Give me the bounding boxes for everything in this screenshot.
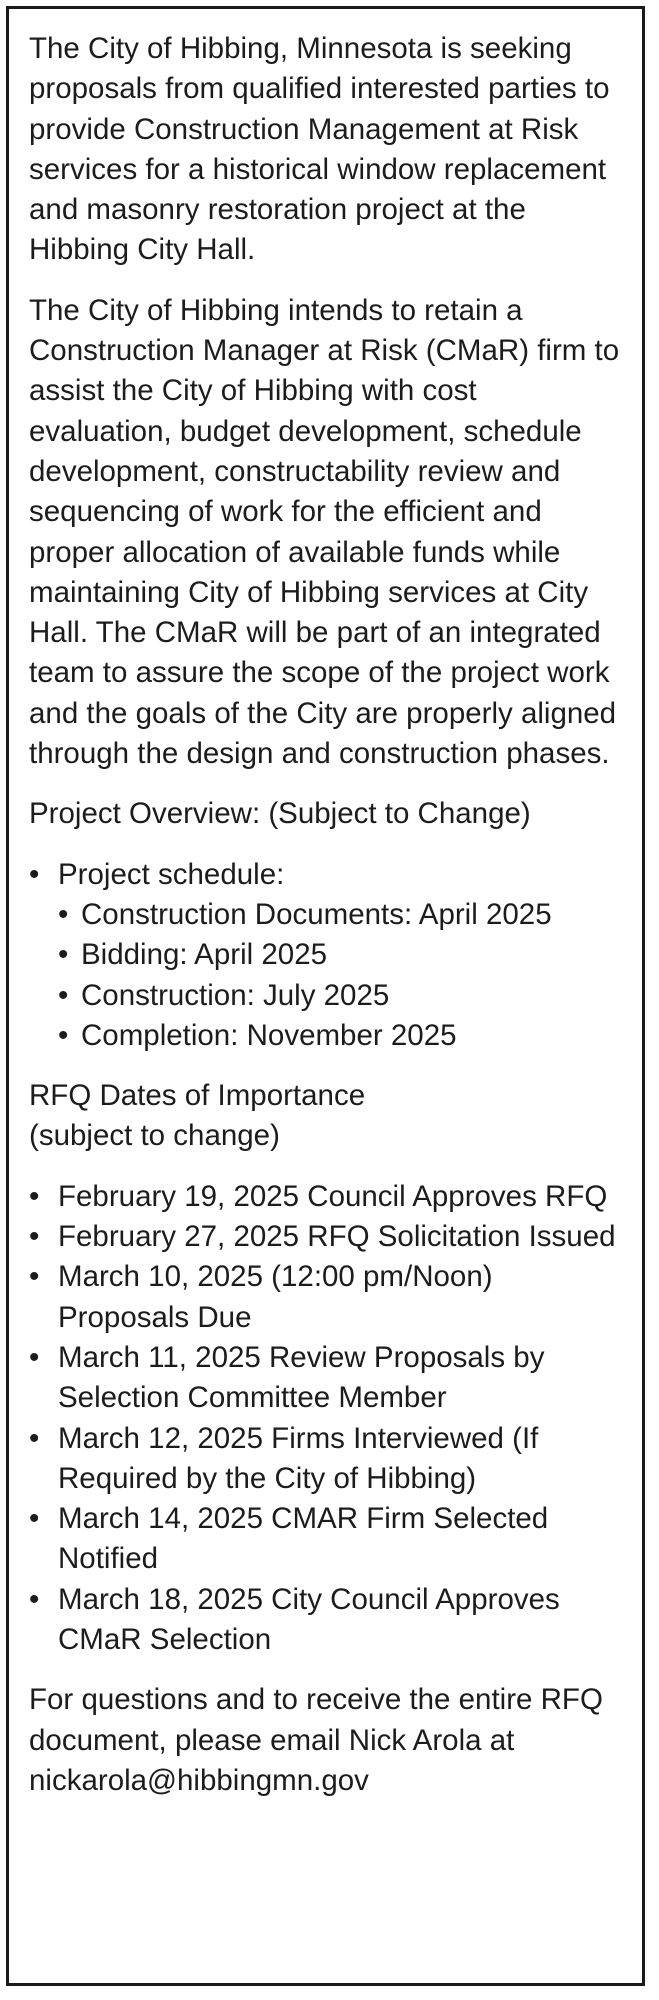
rfq-dates-heading-line2: (subject to change) bbox=[29, 1119, 280, 1153]
schedule-item: • Bidding: April 2025 bbox=[58, 935, 624, 975]
intro-paragraph: The City of Hibbing, Minnesota is seeking proposals from qualified interested parties to provide Construction Management at Risk services for a historical window replacement and masonry restoration project at the Hibbing City Hall. bbox=[29, 32, 610, 267]
purpose-paragraph: The City of Hibbing intends to retain a Construction Manager at Risk (CMaR) firm to assist the City of Hibbing with cost evaluation, budget development, schedule development, constructability review and sequencing of work for the efficient and proper allocation of available funds while maintaining City of Hibbing services at City Hall. The CMaR will be part of an integrated team to assure the scope of the project work and the goals of the City are properly aligned through the design and construction phases. bbox=[29, 293, 620, 771]
rfq-date-item: • March 10, 2025 (12:00 pm/Noon) Proposals Due bbox=[29, 1257, 624, 1338]
project-overview-list bbox=[29, 855, 624, 1056]
rfq-dates-heading bbox=[29, 1076, 624, 1157]
rfq-date-item: • March 14, 2025 CMAR Firm Selected Notified bbox=[29, 1499, 624, 1580]
schedule-item: • Construction Documents: April 2025 bbox=[58, 895, 624, 935]
rfq-date-item: • February 19, 2025 Council Approves RFQ bbox=[29, 1177, 624, 1217]
schedule-list-item bbox=[29, 855, 624, 1056]
schedule-label: Project schedule: bbox=[58, 857, 285, 891]
rfq-date-item: • March 18, 2025 City Council Approves CMaR Selection bbox=[29, 1580, 624, 1661]
rfq-date-item: • March 11, 2025 Review Proposals by Selection Committee Member bbox=[29, 1338, 624, 1419]
schedule-sublist bbox=[58, 895, 624, 1056]
schedule-item: • Construction: July 2025 bbox=[58, 976, 624, 1016]
overview-heading: Project Overview: (Subject to Change) bbox=[29, 797, 531, 831]
contact-paragraph: For questions and to receive the entire RFQ document, please email Nick Arola at nickarola@hibbingmn.gov bbox=[29, 1683, 603, 1797]
rfq-dates-list bbox=[29, 1177, 624, 1661]
schedule-item: • Completion: November 2025 bbox=[58, 1016, 624, 1056]
rfq-date-item: • February 27, 2025 RFQ Solicitation Issued bbox=[29, 1217, 624, 1257]
rfq-notice bbox=[6, 6, 645, 1986]
rfq-dates-heading-line1: RFQ Dates of Importance bbox=[29, 1079, 366, 1113]
rfq-date-item: • March 12, 2025 Firms Interviewed (If Required by the City of Hibbing) bbox=[29, 1419, 624, 1500]
